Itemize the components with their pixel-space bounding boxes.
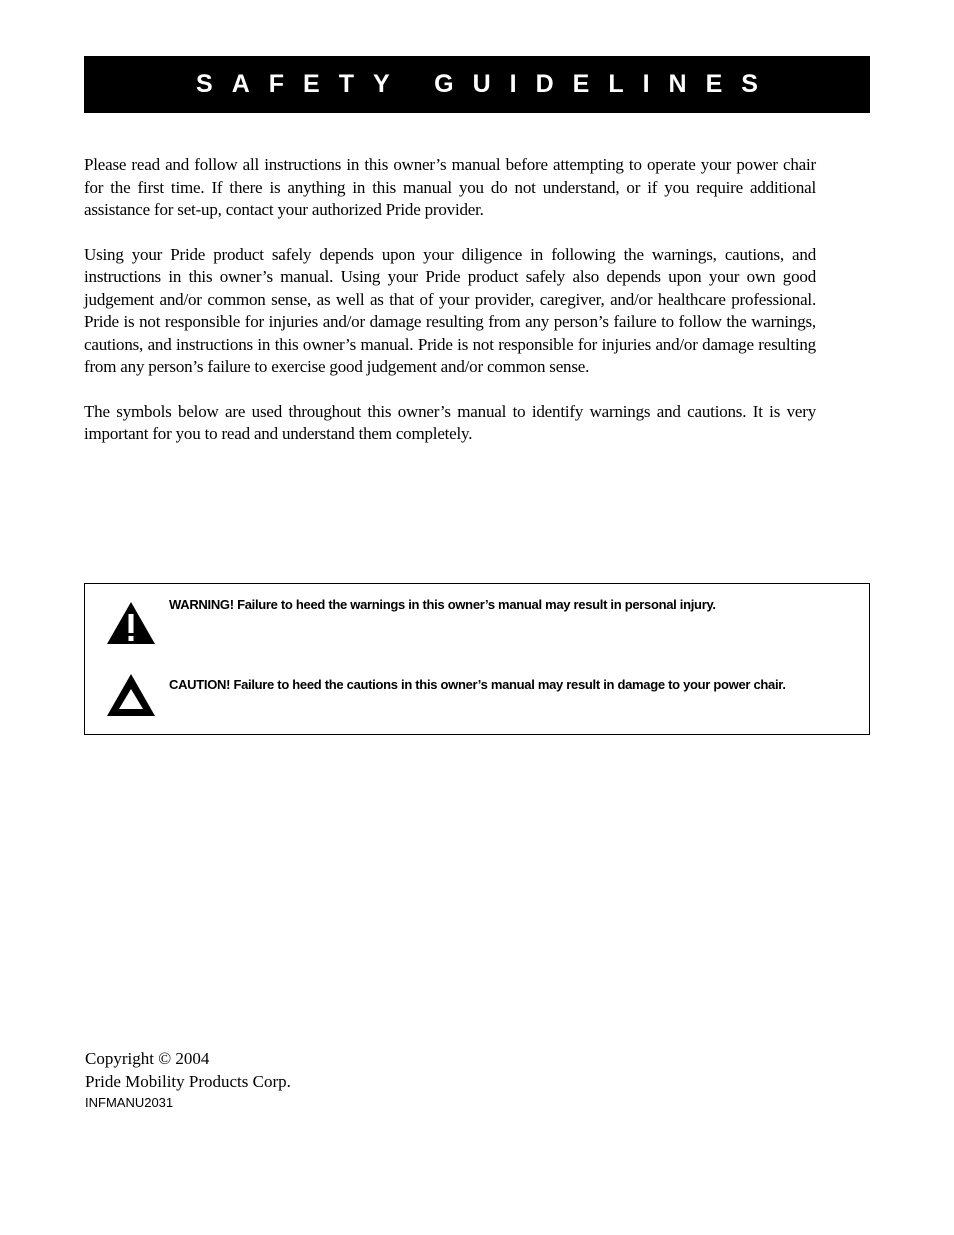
title-banner <box>84 56 870 113</box>
intro-section <box>84 154 816 468</box>
warning-text: WARNING! Failure to heed the warnings in this owner’s manual may result in personal injury. <box>169 597 716 612</box>
copyright-block <box>85 1048 291 1113</box>
intro-paragraph-1: Please read and follow all instructions in this owner’s manual before attempting to operate your power chair for the first time. If there is anything in this manual you do not understand, or if you require additional assistance for set-up, contact your authorized Pride provider. <box>84 155 816 219</box>
page-title: SAFETY GUIDELINES <box>196 70 777 98</box>
intro-paragraph-2: Using your Pride product safely depends upon your diligence in following the warnings, cautions, and instructions in this owner’s manual. Using your Pride product safely also depends upon your own good judgement and/or common sense, as well as that of your provider, caregiver, and/or healthcare professional. Pride is not responsible for injuries and/or damage resulting from any person’s failure to follow the warnings, cautions, and instructions in this owner’s manual. Pride is not responsible for injuries and/or damage resulting from any person’s failure to exercise good judgement and/or common sense. <box>84 244 816 376</box>
caution-text: CAUTION! Failure to heed the cautions in this owner’s manual may result in damage to your power chair. <box>169 677 786 692</box>
copyright-line: Copyright © 2004 <box>85 1049 210 1068</box>
company-name: Pride Mobility Products Corp. <box>85 1071 291 1091</box>
symbol-legend-box <box>84 583 870 735</box>
caution-triangle-icon <box>105 672 157 718</box>
document-code: INFMANU2031 <box>85 1095 174 1110</box>
warning-exclamation-icon <box>105 600 157 646</box>
intro-paragraph-3: The symbols below are used throughout this owner’s manual to identify warnings and cautions. It is very important for you to read and understand them completely. <box>84 401 816 443</box>
